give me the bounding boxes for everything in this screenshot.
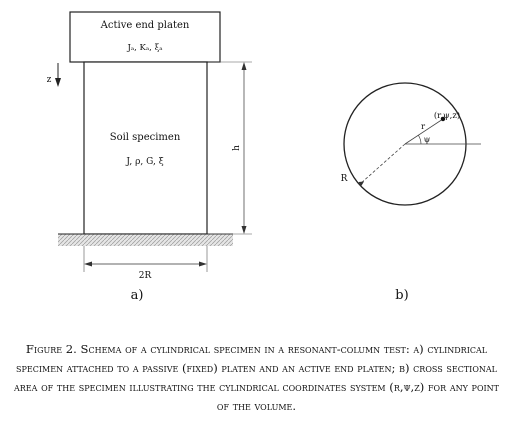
- height-arrow-bottom: [242, 226, 247, 234]
- caption-label: Figure 2.: [25, 342, 77, 356]
- specimen-params: J, ρ, G, ξ: [126, 157, 164, 167]
- diagram-a: [47, 12, 252, 303]
- fixed-base: [58, 234, 233, 246]
- panel-label-b: b): [395, 288, 409, 303]
- width-arrow-right: [199, 262, 207, 267]
- point-label: (r,ψ,z): [433, 111, 461, 121]
- z-axis-arrowhead: [55, 78, 61, 87]
- height-arrow-top: [242, 62, 247, 70]
- height-label: h: [232, 145, 242, 151]
- caption-text: Schema of a cylindrical specimen in a resonant-column test: a) cylindrical specimen attached to a passive (fixed) platen and an active end platen; b) cross sectional area of the specimen illustrating the cylindrical coordinates system (r,ψ,z) for any point of the volume.: [14, 342, 499, 413]
- radius-r-label: r: [420, 122, 426, 132]
- angle-psi-label: ψ: [423, 135, 431, 145]
- z-axis-label: z: [46, 75, 52, 85]
- platen-title: Active end platen: [100, 20, 190, 31]
- width-arrow-left: [84, 262, 92, 267]
- radius-R-label: R: [340, 174, 348, 184]
- platen-params: Jₐ, Kₐ, ξₐ: [127, 43, 163, 53]
- figure-caption: [8, 340, 505, 416]
- specimen-title: Soil specimen: [109, 132, 181, 143]
- panel-label-a: a): [130, 288, 144, 303]
- soil-specimen: [84, 62, 207, 234]
- width-label: 2R: [138, 271, 152, 281]
- diagram-b: [341, 83, 481, 303]
